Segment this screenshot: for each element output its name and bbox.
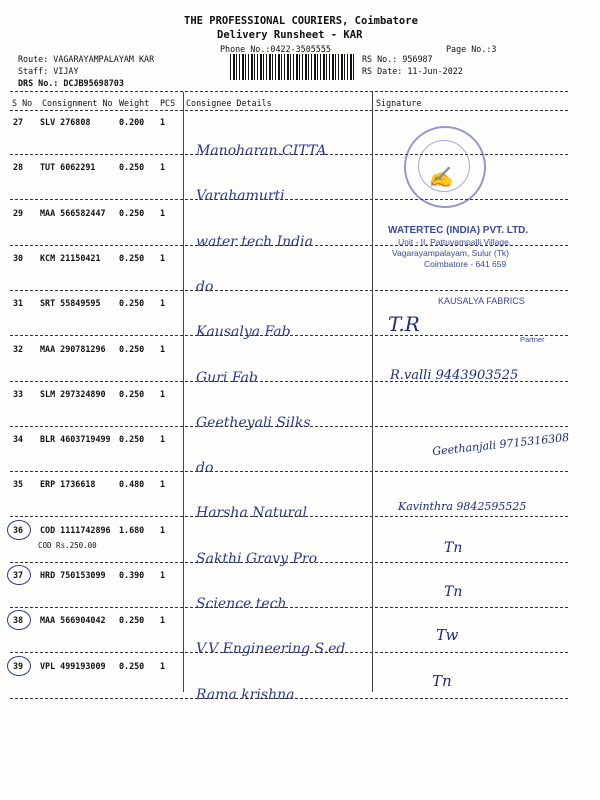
page-number: Page No.:3 <box>446 44 497 54</box>
row-weight: 0.390 <box>119 570 145 580</box>
col-signature: Signature <box>376 98 422 108</box>
row-pcs: 1 <box>160 253 166 263</box>
signature-row-31: T.R <box>388 312 420 336</box>
signature-row-39: Tn <box>432 672 452 690</box>
circled-sno-mark <box>7 565 31 585</box>
row-weight: 0.250 <box>119 389 145 399</box>
row-sno: 33 <box>13 389 24 399</box>
signature-row-32: R.valli 9443903525 <box>390 368 519 383</box>
route: Route: VAGARAYAMPALAYAM KAR <box>18 54 155 64</box>
row-consignment: SLM 297324890 <box>40 389 106 399</box>
row-consignment: VPL 499193009 <box>40 661 106 671</box>
drs-number: DRS No.: DCJB95698703 <box>18 78 124 88</box>
row-weight: 0.250 <box>119 162 145 172</box>
circled-sno-mark <box>7 656 31 676</box>
signature-row-38: Tw <box>436 626 459 644</box>
row-pcs: 1 <box>160 479 166 489</box>
row-weight: 1.680 <box>119 525 145 535</box>
row-pcs: 1 <box>160 208 166 218</box>
signature-row-35: Kavinthra 9842595525 <box>398 500 527 513</box>
row-pcs: 1 <box>160 434 166 444</box>
row-consignment: SRT 55849595 <box>40 298 101 308</box>
row-consignment: TUT 6062291 <box>40 162 96 172</box>
signature-row-36: Tn <box>444 540 463 556</box>
row-consignment: ERP 1736618 <box>40 479 96 489</box>
row-weight: 0.200 <box>119 117 145 127</box>
row-pcs: 1 <box>160 389 166 399</box>
row-weight: 0.250 <box>119 208 145 218</box>
row-weight: 0.250 <box>119 615 145 625</box>
row-consignee-handwritten: V.V Engineering S.ed <box>196 641 346 657</box>
row-sno: 34 <box>13 434 24 444</box>
row-weight: 0.250 <box>119 344 145 354</box>
row-sno: 32 <box>13 344 24 354</box>
rs-date: RS Date: 11-Jun-2022 <box>362 66 463 76</box>
row-consignee-handwritten: Science tech <box>196 596 287 612</box>
row-consignment: MAA 290781296 <box>40 344 106 354</box>
row-consignment: COD 1111742896 <box>40 525 111 535</box>
row-consignee-handwritten: Sakthi Gravy Pro <box>196 551 318 567</box>
row-sno: 31 <box>13 298 24 308</box>
row-weight: 0.480 <box>119 479 145 489</box>
row-pcs: 1 <box>160 162 166 172</box>
circled-sno-mark <box>7 610 31 630</box>
circled-sno-mark <box>7 520 31 540</box>
row-pcs: 1 <box>160 525 166 535</box>
row-pcs: 1 <box>160 298 166 308</box>
row-sno: 27 <box>13 117 24 127</box>
row-consignee-handwritten: Varahamurti <box>196 188 285 204</box>
company-title: THE PROFESSIONAL COURIERS, Coimbatore <box>184 15 418 27</box>
row-sno: 35 <box>13 479 24 489</box>
kausalya-stamp: KAUSALYA FABRICS <box>438 296 525 306</box>
row-pcs: 1 <box>160 615 166 625</box>
watertec-stamp-line1: Unit - II, Pattuvampalli Village, <box>398 237 512 247</box>
row-consignee-handwritten: Harsha Natural <box>196 505 308 521</box>
watertec-stamp-company: WATERTEC (INDIA) PVT. LTD. <box>388 225 529 236</box>
row-weight: 0.250 <box>119 253 145 263</box>
barcode <box>230 54 354 80</box>
row-consignment: MAA 566904042 <box>40 615 106 625</box>
row-sno: 36 <box>13 525 24 535</box>
row-weight: 0.250 <box>119 298 145 308</box>
row-weight: 0.250 <box>119 434 145 444</box>
row-consignee-handwritten: water tech India <box>196 234 313 250</box>
row-pcs: 1 <box>160 117 166 127</box>
row-sno: 39 <box>13 661 24 671</box>
row-pcs: 1 <box>160 661 166 671</box>
row-consignee-handwritten: Guri Fab <box>196 370 258 386</box>
col-consignee: Consignee Details <box>186 98 272 108</box>
row-consignment: HRD 750153099 <box>40 570 106 580</box>
row-consignee-handwritten: Kausalya Fab <box>196 324 291 340</box>
row-weight: 0.250 <box>119 661 145 671</box>
row-sno: 28 <box>13 162 24 172</box>
row-sno: 38 <box>13 615 24 625</box>
phone-number: Phone No.:0422-3505555 <box>220 44 331 54</box>
row-consignee-handwritten: do <box>196 460 214 476</box>
col-consignment: Consignment No <box>42 98 113 108</box>
row-consignment: KCM 21150421 <box>40 253 101 263</box>
row-consignment: SLV 276808 <box>40 117 91 127</box>
row-pcs: 1 <box>160 570 166 580</box>
col-sno: S No <box>12 98 33 108</box>
watertec-stamp-line3: Coimbatore - 641 659 <box>424 259 507 269</box>
runsheet-title: Delivery Runsheet - KAR <box>217 29 363 41</box>
row-consignee-handwritten: Geetheyali Silks <box>196 415 311 431</box>
row-consignee-handwritten: Manoharan.CITTA <box>196 143 327 159</box>
signature-row-37: Tn <box>444 584 463 600</box>
row-consignee-handwritten: do <box>196 279 214 295</box>
row-sno: 37 <box>13 570 24 580</box>
staff: Staff: VIJAY <box>18 66 79 76</box>
row-sno: 30 <box>13 253 24 263</box>
col-weight: Weight <box>119 98 150 108</box>
row-sno: 29 <box>13 208 24 218</box>
watertec-stamp-line2: Vagarayampalayam, Sulur (Tk) <box>392 248 509 258</box>
rs-number: RS No.: 956987 <box>362 54 433 64</box>
row-pcs: 1 <box>160 344 166 354</box>
partner-stamp: Partner <box>520 335 545 344</box>
col-pcs: PCS <box>160 98 176 108</box>
stamp-signature: ✍ <box>428 165 453 189</box>
row-consignment: MAA 566582447 <box>40 208 106 218</box>
row-consignee-handwritten: Rama krishna <box>196 687 295 703</box>
signature-row-33: Geethanjali 9715316308 <box>431 430 570 459</box>
row-consignment: BLR 4603719499 <box>40 434 111 444</box>
row-cod-note: COD Rs.250.00 <box>38 541 97 550</box>
